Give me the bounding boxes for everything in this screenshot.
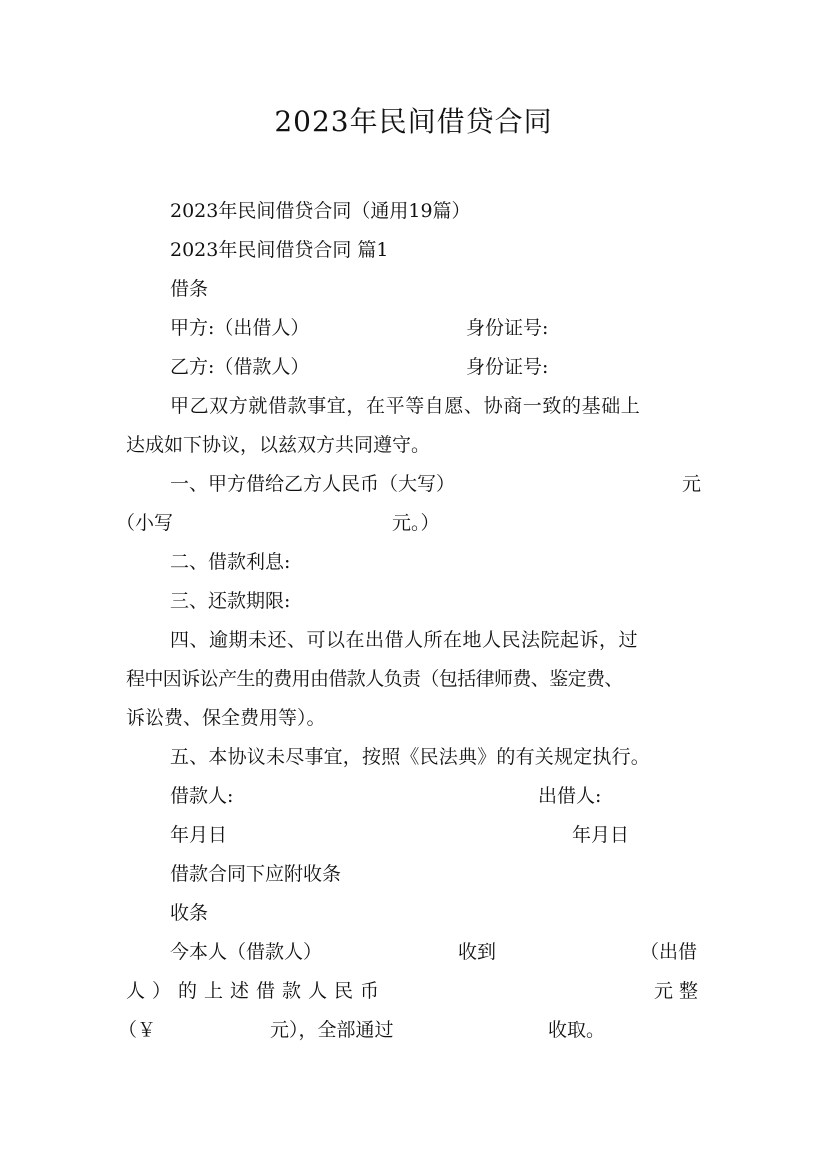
party-a-id-label: 身份证号: bbox=[466, 317, 549, 339]
receipt-row-1 bbox=[0, 939, 827, 965]
party-a-label: 甲方:（出借人） bbox=[170, 317, 310, 339]
receipt-heading: 收条 bbox=[170, 902, 209, 924]
receipt-amount-text: 人）的上述借款人民币 bbox=[126, 980, 387, 1002]
clause-1-text: 一、甲方借给乙方人民币（大写） bbox=[170, 473, 456, 495]
receipt-row-3 bbox=[0, 1017, 827, 1043]
receipt-row-2 bbox=[0, 978, 827, 1004]
clause-1-unit: 元 bbox=[682, 473, 702, 495]
intro-line-2: 达成如下协议，以兹双方共同遵守。 bbox=[126, 434, 431, 456]
receipt-collected-label: 收取。 bbox=[548, 1019, 606, 1041]
clause-2: 二、借款利息: bbox=[170, 551, 291, 573]
party-b-id-label: 身份证号: bbox=[466, 356, 549, 378]
receipt-received-label: 收到 bbox=[458, 941, 497, 963]
subtitle: 2023年民间借贷合同（通用19篇） bbox=[170, 200, 471, 222]
receipt-lender-label: （出借 bbox=[640, 941, 698, 963]
party-b-row bbox=[0, 354, 827, 380]
clause-3: 三、还款期限: bbox=[170, 590, 291, 612]
clause-1-row-2 bbox=[0, 510, 827, 536]
lender-date: 年月日 bbox=[572, 824, 630, 846]
clause-4-line-2: 程中因诉讼产生的费用由借款人负责（包括律师费、鉴定费、 bbox=[126, 668, 623, 690]
borrower-date: 年月日 bbox=[170, 824, 228, 846]
party-b-label: 乙方:（借款人） bbox=[170, 356, 310, 378]
receipt-borrower-label: 今本人（借款人） bbox=[170, 941, 323, 963]
clause-5: 五、本协议未尽事宜，按照《民法典》的有关规定执行。 bbox=[170, 746, 651, 768]
clause-1-lowercase-label: （小写 bbox=[116, 512, 174, 534]
note-heading: 借条 bbox=[170, 278, 209, 300]
signature-row bbox=[0, 783, 827, 809]
borrower-signature-label: 借款人: bbox=[170, 785, 234, 807]
receipt-note: 借款合同下应附收条 bbox=[170, 863, 342, 885]
document-title: 2023年民间借贷合同 bbox=[274, 105, 553, 138]
intro-line-1: 甲乙双方就借款事宜，在平等自愿、协商一致的基础上 bbox=[170, 395, 641, 417]
party-a-row bbox=[0, 315, 827, 341]
receipt-amount-unit: 元整 bbox=[654, 980, 705, 1002]
clause-4-line-3: 诉讼费、保全费用等）。 bbox=[126, 707, 326, 729]
clause-1-lowercase-unit: 元。） bbox=[392, 512, 440, 534]
clause-1-row bbox=[0, 471, 827, 497]
section-heading: 2023年民间借贷合同 篇1 bbox=[170, 239, 389, 261]
receipt-method-label: 元），全部通过 bbox=[270, 1019, 394, 1041]
clause-4-line-1: 四、逾期未还、可以在出借人所在地人民法院起诉，过 bbox=[170, 629, 639, 651]
lender-signature-label: 出借人: bbox=[538, 785, 602, 807]
date-row bbox=[0, 822, 827, 848]
receipt-yen-label: （￥ bbox=[118, 1019, 157, 1041]
